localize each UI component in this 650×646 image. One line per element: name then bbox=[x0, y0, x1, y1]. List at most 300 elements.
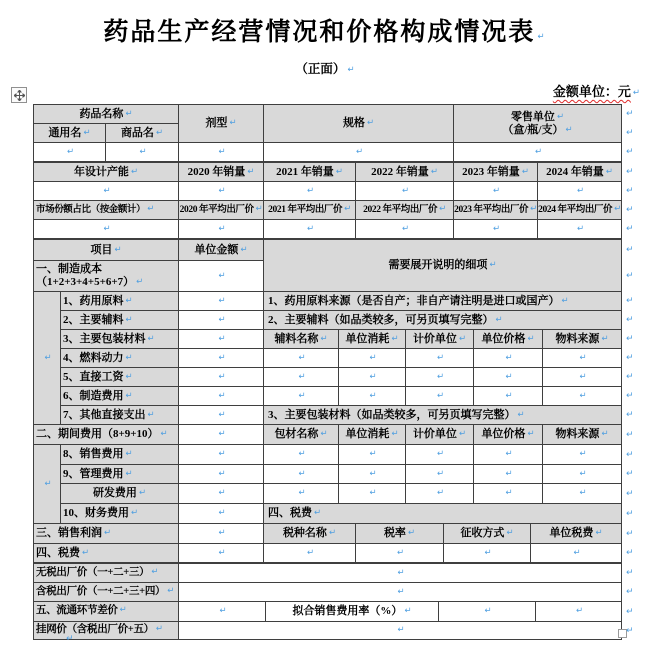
header-price-2024: 2024 年平均出厂价 ↵ bbox=[538, 201, 622, 220]
pilcrow-mark: ↵ bbox=[436, 468, 445, 479]
pilcrow-mark: ↵ bbox=[436, 371, 445, 382]
header-packaging-unit-price: 单位价格 ↵ bbox=[474, 425, 543, 445]
pilcrow-mark: ↵ bbox=[218, 314, 226, 325]
pilcrow-mark: ↵ bbox=[218, 528, 226, 539]
pilcrow-mark: ↵ bbox=[439, 203, 446, 214]
pilcrow-mark: ↵ bbox=[298, 390, 306, 401]
pilcrow-mark: ↵ bbox=[218, 295, 226, 306]
pilcrow-mark: ↵ bbox=[404, 606, 412, 617]
pilcrow-mark: ↵ bbox=[366, 118, 375, 129]
pilcrow-mark: ↵ bbox=[219, 606, 227, 617]
pilcrow-mark: ↵ bbox=[601, 429, 609, 440]
label-listed-price: 挂网价（含税出厂价+五） ↵ bbox=[34, 622, 179, 640]
pilcrow-mark: ↵ bbox=[369, 468, 377, 479]
header-price-2023: 2023 年平均出厂价 ↵ bbox=[454, 201, 538, 220]
pilcrow-mark: ↵ bbox=[430, 166, 438, 177]
input-sales-2021[interactable] bbox=[264, 182, 356, 201]
label-other-direct: 7、其他直接支出 ↵ bbox=[61, 406, 179, 425]
label-sales-profit: 三、销售利润 ↵ bbox=[34, 524, 179, 544]
label-raw-material: 1、药用原料 ↵ bbox=[61, 292, 179, 311]
pilcrow-mark: ↵ bbox=[328, 528, 337, 539]
input-excipient-cell[interactable] bbox=[406, 349, 474, 368]
pilcrow-mark: ↵ bbox=[391, 333, 399, 344]
header-design-capacity: 年设计产能 ↵ bbox=[34, 163, 179, 182]
pilcrow-mark: ↵ bbox=[391, 429, 399, 440]
pilcrow-mark: ↵ bbox=[147, 409, 155, 420]
pilcrow-mark: ↵ bbox=[595, 528, 603, 539]
input-tax[interactable] bbox=[179, 544, 264, 563]
pilcrow-mark: ↵ bbox=[138, 488, 147, 499]
input-generic-name[interactable] bbox=[34, 143, 106, 162]
input-excipient-cell[interactable] bbox=[543, 387, 622, 406]
input-dosage-form[interactable] bbox=[179, 143, 264, 162]
header-packaging-name: 包材名称 ↵ bbox=[264, 425, 339, 445]
label-no-tax-price: 无税出厂价（一+二+三） ↵ bbox=[34, 564, 179, 583]
input-tax-cell[interactable] bbox=[264, 544, 356, 563]
page-subtitle: （正面） ↵ bbox=[295, 62, 355, 76]
input-market-share[interactable] bbox=[34, 220, 179, 239]
pilcrow-mark: ↵ bbox=[534, 146, 543, 157]
header-market-share: 市场份额占比（按金额计） ↵ bbox=[34, 201, 179, 220]
pilcrow-mark: ↵ bbox=[527, 333, 535, 344]
input-excipient-cell[interactable] bbox=[474, 349, 543, 368]
header-price-2022: 2022 年平均出厂价 ↵ bbox=[356, 201, 454, 220]
row-end-mark: ↵ bbox=[626, 391, 634, 401]
pilcrow-mark: ↵ bbox=[335, 166, 343, 177]
input-excipient-cell[interactable] bbox=[474, 387, 543, 406]
input-circulation-margin[interactable] bbox=[179, 602, 266, 622]
pilcrow-mark: ↵ bbox=[579, 371, 587, 382]
row-end-mark: ↵ bbox=[626, 625, 634, 636]
label-circulation-margin: 五、流通环节差价 ↵ bbox=[34, 602, 179, 622]
pilcrow-mark: ↵ bbox=[632, 88, 640, 98]
page-title: 药品生产经营情况和价格构成情况表 ↵ bbox=[103, 19, 547, 46]
input-manufacturing-cost[interactable] bbox=[179, 261, 264, 292]
input-sales-2022[interactable] bbox=[356, 182, 454, 201]
label-selling-expense: 8、销售费用 ↵ bbox=[61, 445, 179, 465]
pilcrow-mark: ↵ bbox=[614, 203, 621, 214]
input-packaging-cell[interactable] bbox=[339, 484, 406, 504]
pilcrow-mark: ↵ bbox=[397, 567, 405, 578]
pilcrow-mark: ↵ bbox=[218, 508, 226, 519]
pilcrow-mark: ↵ bbox=[561, 295, 569, 306]
pilcrow-mark: ↵ bbox=[83, 127, 91, 138]
row-end-mark: ↵ bbox=[626, 469, 634, 479]
row-end-mark: ↵ bbox=[626, 372, 634, 382]
pilcrow-mark: ↵ bbox=[436, 449, 445, 460]
row-end-mark: ↵ bbox=[626, 488, 634, 499]
header-excipient-unit-price: 单位价格 ↵ bbox=[474, 330, 543, 349]
input-packaging-cell[interactable] bbox=[474, 484, 543, 504]
label-fitted-selling-rate: 拟合销售费用率（%） ↵ bbox=[266, 602, 439, 622]
period-items-gutter bbox=[34, 445, 61, 524]
pilcrow-mark: ↵ bbox=[218, 371, 226, 382]
header-price-2020: 2020 年平均出厂价 ↵ bbox=[179, 201, 264, 220]
input-excipient-cell[interactable] bbox=[339, 349, 406, 368]
pilcrow-mark: ↵ bbox=[104, 528, 112, 539]
header-spec: 规格 ↵ bbox=[264, 105, 454, 143]
input-packaging-cell[interactable] bbox=[543, 465, 622, 484]
label-with-tax-price: 含税出厂价（一+二+三+四） ↵ bbox=[34, 583, 179, 602]
pilcrow-mark: ↵ bbox=[218, 488, 226, 499]
table-prices bbox=[33, 563, 622, 640]
pilcrow-mark: ↵ bbox=[369, 352, 377, 363]
pilcrow-mark: ↵ bbox=[436, 352, 445, 363]
row-end-mark: ↵ bbox=[626, 429, 634, 440]
input-packaging-cell[interactable] bbox=[406, 445, 474, 465]
pilcrow-mark: ↵ bbox=[240, 244, 248, 255]
pilcrow-mark: ↵ bbox=[579, 352, 587, 363]
header-unit-amount: 单位金额 ↵ bbox=[179, 240, 264, 261]
header-item: 项目 ↵ bbox=[34, 240, 179, 261]
header-tax-rate: 税率 ↵ bbox=[356, 524, 444, 544]
table-drug-identity bbox=[33, 104, 622, 162]
table-capacity-sales bbox=[33, 162, 622, 239]
input-selling-expense[interactable] bbox=[179, 445, 264, 465]
input-fitted-rate-cell[interactable] bbox=[536, 602, 622, 622]
pilcrow-mark: ↵ bbox=[397, 625, 405, 636]
input-tax-cell[interactable] bbox=[356, 544, 444, 563]
pilcrow-mark: ↵ bbox=[505, 449, 513, 460]
pilcrow-mark: ↵ bbox=[527, 429, 535, 440]
input-packaging-material[interactable] bbox=[179, 330, 264, 349]
pilcrow-mark: ↵ bbox=[125, 295, 133, 306]
pilcrow-mark: ↵ bbox=[147, 203, 154, 214]
pilcrow-mark: ↵ bbox=[82, 547, 90, 558]
input-price-2021[interactable] bbox=[264, 220, 356, 239]
pilcrow-mark: ↵ bbox=[407, 528, 416, 539]
row-end-mark: ↵ bbox=[626, 508, 634, 519]
input-sales-2020[interactable] bbox=[179, 182, 264, 201]
header-excipient-name: 辅料名称 ↵ bbox=[264, 330, 339, 349]
pilcrow-mark: ↵ bbox=[401, 223, 410, 234]
pilcrow-mark: ↵ bbox=[218, 390, 226, 401]
table-cost-breakdown bbox=[33, 239, 622, 563]
pilcrow-mark: ↵ bbox=[44, 352, 52, 363]
pilcrow-mark: ↵ bbox=[505, 488, 513, 499]
pilcrow-mark: ↵ bbox=[298, 371, 306, 382]
pilcrow-mark: ↵ bbox=[579, 449, 587, 460]
header-excipient-pricing-unit: 计价单位 ↵ bbox=[406, 330, 474, 349]
input-packaging-cell[interactable] bbox=[543, 484, 622, 504]
pilcrow-mark: ↵ bbox=[103, 185, 111, 196]
label-direct-wages: 5、直接工资 ↵ bbox=[61, 368, 179, 387]
input-with-tax-price[interactable] bbox=[179, 583, 622, 602]
pilcrow-mark: ↵ bbox=[506, 528, 514, 539]
header-generic-name: 通用名 ↵ bbox=[34, 124, 106, 143]
input-excipient-cell[interactable] bbox=[543, 349, 622, 368]
header-retail-unit: 零售单位 ↵ （盒/瓶/支） ↵ bbox=[454, 105, 622, 143]
pilcrow-mark: ↵ bbox=[537, 32, 547, 42]
pilcrow-mark: ↵ bbox=[397, 586, 405, 597]
pilcrow-mark: ↵ bbox=[369, 390, 377, 401]
label-finance-expense: 10、财务费用 ↵ bbox=[61, 504, 179, 524]
header-sales-2024: 2024 年销量 ↵ bbox=[538, 163, 622, 182]
pilcrow-mark: ↵ bbox=[579, 468, 587, 479]
input-price-2024[interactable] bbox=[538, 220, 622, 239]
pilcrow-mark: ↵ bbox=[306, 223, 315, 234]
pilcrow-mark: ↵ bbox=[369, 371, 377, 382]
pilcrow-mark: ↵ bbox=[530, 203, 537, 214]
label-manufacturing-cost: 一、制造成本 （1+2+3+4+5+6+7） ↵ bbox=[34, 261, 179, 292]
input-packaging-cell[interactable] bbox=[406, 484, 474, 504]
label-period-expense: 二、期间费用（8+9+10） ↵ bbox=[34, 425, 179, 445]
input-packaging-cell[interactable] bbox=[264, 445, 339, 465]
pilcrow-mark: ↵ bbox=[119, 605, 127, 616]
pilcrow-mark: ↵ bbox=[579, 488, 587, 499]
input-manufacturing-expense[interactable] bbox=[179, 387, 264, 406]
pilcrow-mark: ↵ bbox=[565, 124, 573, 135]
row-end-mark: ↵ bbox=[626, 147, 634, 157]
pilcrow-mark: ↵ bbox=[298, 352, 306, 363]
pilcrow-mark: ↵ bbox=[401, 185, 410, 196]
input-packaging-cell[interactable] bbox=[543, 445, 622, 465]
pilcrow-mark: ↵ bbox=[458, 429, 467, 440]
pilcrow-mark: ↵ bbox=[218, 449, 226, 460]
pilcrow-mark: ↵ bbox=[218, 146, 226, 157]
amount-unit-note: 金额单位：元 ↵ bbox=[552, 84, 640, 99]
input-price-2023[interactable] bbox=[454, 220, 538, 239]
header-sales-2021: 2021 年销量 ↵ bbox=[264, 163, 356, 182]
label-manufacturing-expense: 6、制造费用 ↵ bbox=[61, 387, 179, 406]
row-end-mark: ↵ bbox=[626, 449, 634, 460]
row-end-mark: ↵ bbox=[626, 410, 634, 420]
pilcrow-mark: ↵ bbox=[436, 390, 445, 401]
pilcrow-mark: ↵ bbox=[247, 166, 255, 177]
table-move-handle[interactable] bbox=[11, 87, 27, 103]
pilcrow-mark: ↵ bbox=[298, 449, 306, 460]
header-tax-unit: 单位税费 ↵ bbox=[531, 524, 622, 544]
pilcrow-mark: ↵ bbox=[125, 449, 133, 460]
header-sales-2020: 2020 年销量 ↵ bbox=[179, 163, 264, 182]
note-excipients: 2、主要辅料（如品类较多，可另页填写完整） ↵ bbox=[264, 311, 622, 330]
input-tax-cell[interactable] bbox=[444, 544, 531, 563]
label-admin-expense: 9、管理费用 ↵ bbox=[61, 465, 179, 484]
pilcrow-mark: ↵ bbox=[344, 203, 351, 214]
header-dosage-form: 剂型 ↵ bbox=[179, 105, 264, 143]
input-packaging-cell[interactable] bbox=[264, 484, 339, 504]
label-excipients: 2、主要辅料 ↵ bbox=[61, 311, 179, 330]
input-excipient-cell[interactable] bbox=[264, 349, 339, 368]
row-end-mark: ↵ bbox=[626, 167, 634, 177]
input-design-capacity[interactable] bbox=[34, 182, 179, 201]
input-fitted-rate-cell[interactable] bbox=[439, 602, 536, 622]
pilcrow-mark: ↵ bbox=[576, 223, 585, 234]
input-period-expense[interactable] bbox=[179, 425, 264, 445]
paragraph-mark-below-table: ↵ bbox=[66, 634, 74, 644]
form-table bbox=[33, 104, 621, 640]
pilcrow-mark: ↵ bbox=[605, 166, 613, 177]
pilcrow-mark: ↵ bbox=[125, 468, 133, 479]
input-other-direct[interactable] bbox=[179, 406, 264, 425]
input-packaging-cell[interactable] bbox=[474, 445, 543, 465]
header-packaging-pricing-unit: 计价单位 ↵ bbox=[406, 425, 474, 445]
pilcrow-mark: ↵ bbox=[489, 260, 497, 271]
input-admin-expense[interactable] bbox=[179, 465, 264, 484]
pilcrow-mark: ↵ bbox=[505, 390, 513, 401]
pilcrow-mark: ↵ bbox=[218, 429, 226, 440]
input-excipient-cell[interactable] bbox=[474, 368, 543, 387]
pilcrow-mark: ↵ bbox=[492, 185, 501, 196]
header-sales-2023: 2023 年销量 ↵ bbox=[454, 163, 538, 182]
pilcrow-mark: ↵ bbox=[125, 108, 133, 119]
input-excipient-cell[interactable] bbox=[406, 387, 474, 406]
pilcrow-mark: ↵ bbox=[125, 352, 133, 363]
header-sales-2022: 2022 年销量 ↵ bbox=[356, 163, 454, 182]
header-price-2021: 2021 年平均出厂价 ↵ bbox=[264, 201, 356, 220]
pilcrow-mark: ↵ bbox=[114, 244, 122, 255]
note-packaging: 3、主要包装材料（如品类较多，可另页填写完整） ↵ bbox=[264, 406, 622, 425]
pilcrow-mark: ↵ bbox=[160, 429, 168, 440]
pilcrow-mark: ↵ bbox=[218, 352, 226, 363]
pilcrow-mark: ↵ bbox=[492, 223, 501, 234]
pilcrow-mark: ↵ bbox=[130, 166, 139, 177]
pilcrow-mark: ↵ bbox=[484, 547, 492, 558]
label-tax: 四、税费 ↵ bbox=[34, 544, 179, 563]
input-price-2022[interactable] bbox=[356, 220, 454, 239]
input-no-tax-price[interactable] bbox=[179, 564, 622, 583]
pilcrow-mark: ↵ bbox=[505, 352, 513, 363]
pilcrow-mark: ↵ bbox=[218, 185, 226, 196]
pilcrow-mark: ↵ bbox=[314, 508, 322, 519]
pilcrow-mark: ↵ bbox=[103, 223, 111, 234]
input-excipient-cell[interactable] bbox=[339, 387, 406, 406]
pilcrow-mark: ↵ bbox=[218, 547, 226, 558]
pilcrow-mark: ↵ bbox=[218, 270, 226, 281]
input-packaging-cell[interactable] bbox=[339, 465, 406, 484]
input-tax-cell[interactable] bbox=[531, 544, 622, 563]
input-listed-price[interactable] bbox=[179, 622, 622, 640]
pilcrow-mark: ↵ bbox=[579, 390, 587, 401]
input-excipient-cell[interactable] bbox=[264, 387, 339, 406]
input-packaging-cell[interactable] bbox=[474, 465, 543, 484]
input-excipient-cell[interactable] bbox=[339, 368, 406, 387]
input-fuel-power[interactable] bbox=[179, 349, 264, 368]
header-brand-name: 商品名 ↵ bbox=[106, 124, 179, 143]
row-end-mark: ↵ bbox=[626, 245, 634, 255]
pilcrow-mark: ↵ bbox=[255, 203, 263, 214]
row-end-mark: ↵ bbox=[626, 334, 634, 344]
pilcrow-mark: ↵ bbox=[44, 478, 52, 489]
header-packaging-consumption: 单位消耗 ↵ bbox=[339, 425, 406, 445]
pilcrow-mark: ↵ bbox=[484, 606, 492, 617]
pilcrow-mark: ↵ bbox=[306, 547, 315, 558]
label-fuel-power: 4、燃料动力 ↵ bbox=[61, 349, 179, 368]
pilcrow-mark: ↵ bbox=[355, 146, 364, 157]
input-brand-name[interactable] bbox=[106, 143, 179, 162]
input-packaging-cell[interactable] bbox=[264, 465, 339, 484]
row-end-mark: ↵ bbox=[626, 186, 634, 196]
input-packaging-cell[interactable] bbox=[339, 445, 406, 465]
row-end-mark: ↵ bbox=[626, 353, 634, 363]
pilcrow-mark: ↵ bbox=[139, 146, 147, 157]
pilcrow-mark: ↵ bbox=[306, 185, 315, 196]
header-tax-method: 征收方式 ↵ bbox=[444, 524, 531, 544]
pilcrow-mark: ↵ bbox=[320, 429, 328, 440]
input-excipient-cell[interactable] bbox=[264, 368, 339, 387]
pilcrow-mark: ↵ bbox=[229, 118, 237, 129]
pilcrow-mark: ↵ bbox=[556, 111, 565, 122]
pilcrow-mark: ↵ bbox=[369, 449, 377, 460]
row-end-mark: ↵ bbox=[626, 548, 634, 558]
input-packaging-cell[interactable] bbox=[406, 465, 474, 484]
input-excipient-cell[interactable] bbox=[543, 368, 622, 387]
row-end-mark: ↵ bbox=[626, 528, 634, 539]
pilcrow-mark: ↵ bbox=[601, 333, 609, 344]
input-sales-profit[interactable] bbox=[179, 524, 264, 544]
row-end-mark: ↵ bbox=[626, 128, 634, 138]
pilcrow-mark: ↵ bbox=[136, 277, 144, 287]
input-rd-expense[interactable] bbox=[179, 484, 264, 504]
pilcrow-mark: ↵ bbox=[218, 468, 226, 479]
input-retail-unit[interactable] bbox=[454, 143, 622, 162]
pilcrow-mark: ↵ bbox=[575, 606, 584, 617]
move-icon bbox=[14, 90, 25, 101]
pilcrow-mark: ↵ bbox=[505, 371, 513, 382]
input-spec[interactable] bbox=[264, 143, 454, 162]
row-end-mark: ↵ bbox=[626, 587, 634, 597]
pilcrow-mark: ↵ bbox=[131, 508, 139, 519]
input-excipient-cell[interactable] bbox=[406, 368, 474, 387]
pilcrow-mark: ↵ bbox=[147, 333, 155, 344]
note-raw-material-source: 1、药用原料来源（是否自产；非自产请注明是进口或国产） ↵ bbox=[264, 292, 622, 311]
cost-items-gutter bbox=[34, 292, 61, 425]
row-end-mark: ↵ bbox=[626, 315, 634, 325]
pilcrow-mark: ↵ bbox=[576, 185, 585, 196]
row-end-mark: ↵ bbox=[626, 109, 634, 119]
pilcrow-mark: ↵ bbox=[167, 585, 175, 596]
header-detail: 需要展开说明的细项 ↵ bbox=[264, 240, 622, 292]
input-direct-wages[interactable] bbox=[179, 368, 264, 387]
row-end-mark: ↵ bbox=[626, 205, 634, 215]
pilcrow-mark: ↵ bbox=[505, 468, 513, 479]
note-tax-section: 四、税费 ↵ bbox=[264, 504, 622, 524]
pilcrow-mark: ↵ bbox=[436, 488, 445, 499]
pilcrow-mark: ↵ bbox=[369, 488, 377, 499]
pilcrow-mark: ↵ bbox=[396, 547, 405, 558]
pilcrow-mark: ↵ bbox=[155, 624, 163, 635]
pilcrow-mark: ↵ bbox=[347, 65, 355, 75]
row-end-mark: ↵ bbox=[626, 224, 634, 234]
input-excipients[interactable] bbox=[179, 311, 264, 330]
header-drug-name: 药品名称 ↵ bbox=[34, 105, 179, 124]
pilcrow-mark: ↵ bbox=[218, 333, 226, 344]
pilcrow-mark: ↵ bbox=[155, 127, 164, 138]
pilcrow-mark: ↵ bbox=[218, 223, 226, 234]
pilcrow-mark: ↵ bbox=[125, 314, 133, 325]
label-rd-expense: 研发费用 ↵ bbox=[61, 484, 179, 504]
header-excipient-source: 物料来源 ↵ bbox=[543, 330, 622, 349]
pilcrow-mark: ↵ bbox=[298, 468, 306, 479]
header-packaging-source: 物料来源 ↵ bbox=[543, 425, 622, 445]
row-end-mark: ↵ bbox=[626, 606, 634, 617]
pilcrow-mark: ↵ bbox=[521, 166, 529, 177]
pilcrow-mark: ↵ bbox=[151, 566, 159, 577]
row-end-mark: ↵ bbox=[626, 296, 634, 306]
header-excipient-consumption: 单位消耗 ↵ bbox=[339, 330, 406, 349]
input-price-2020[interactable] bbox=[179, 220, 264, 239]
pilcrow-mark: ↵ bbox=[458, 333, 467, 344]
pilcrow-mark: ↵ bbox=[66, 146, 75, 157]
input-sales-2023[interactable] bbox=[454, 182, 538, 201]
label-packaging-material: 3、主要包装材料 ↵ bbox=[61, 330, 179, 349]
input-sales-2024[interactable] bbox=[538, 182, 622, 201]
input-raw-material[interactable] bbox=[179, 292, 264, 311]
pilcrow-mark: ↵ bbox=[218, 409, 226, 420]
pilcrow-mark: ↵ bbox=[125, 390, 133, 401]
input-finance-expense[interactable] bbox=[179, 504, 264, 524]
row-end-mark: ↵ bbox=[626, 271, 634, 281]
